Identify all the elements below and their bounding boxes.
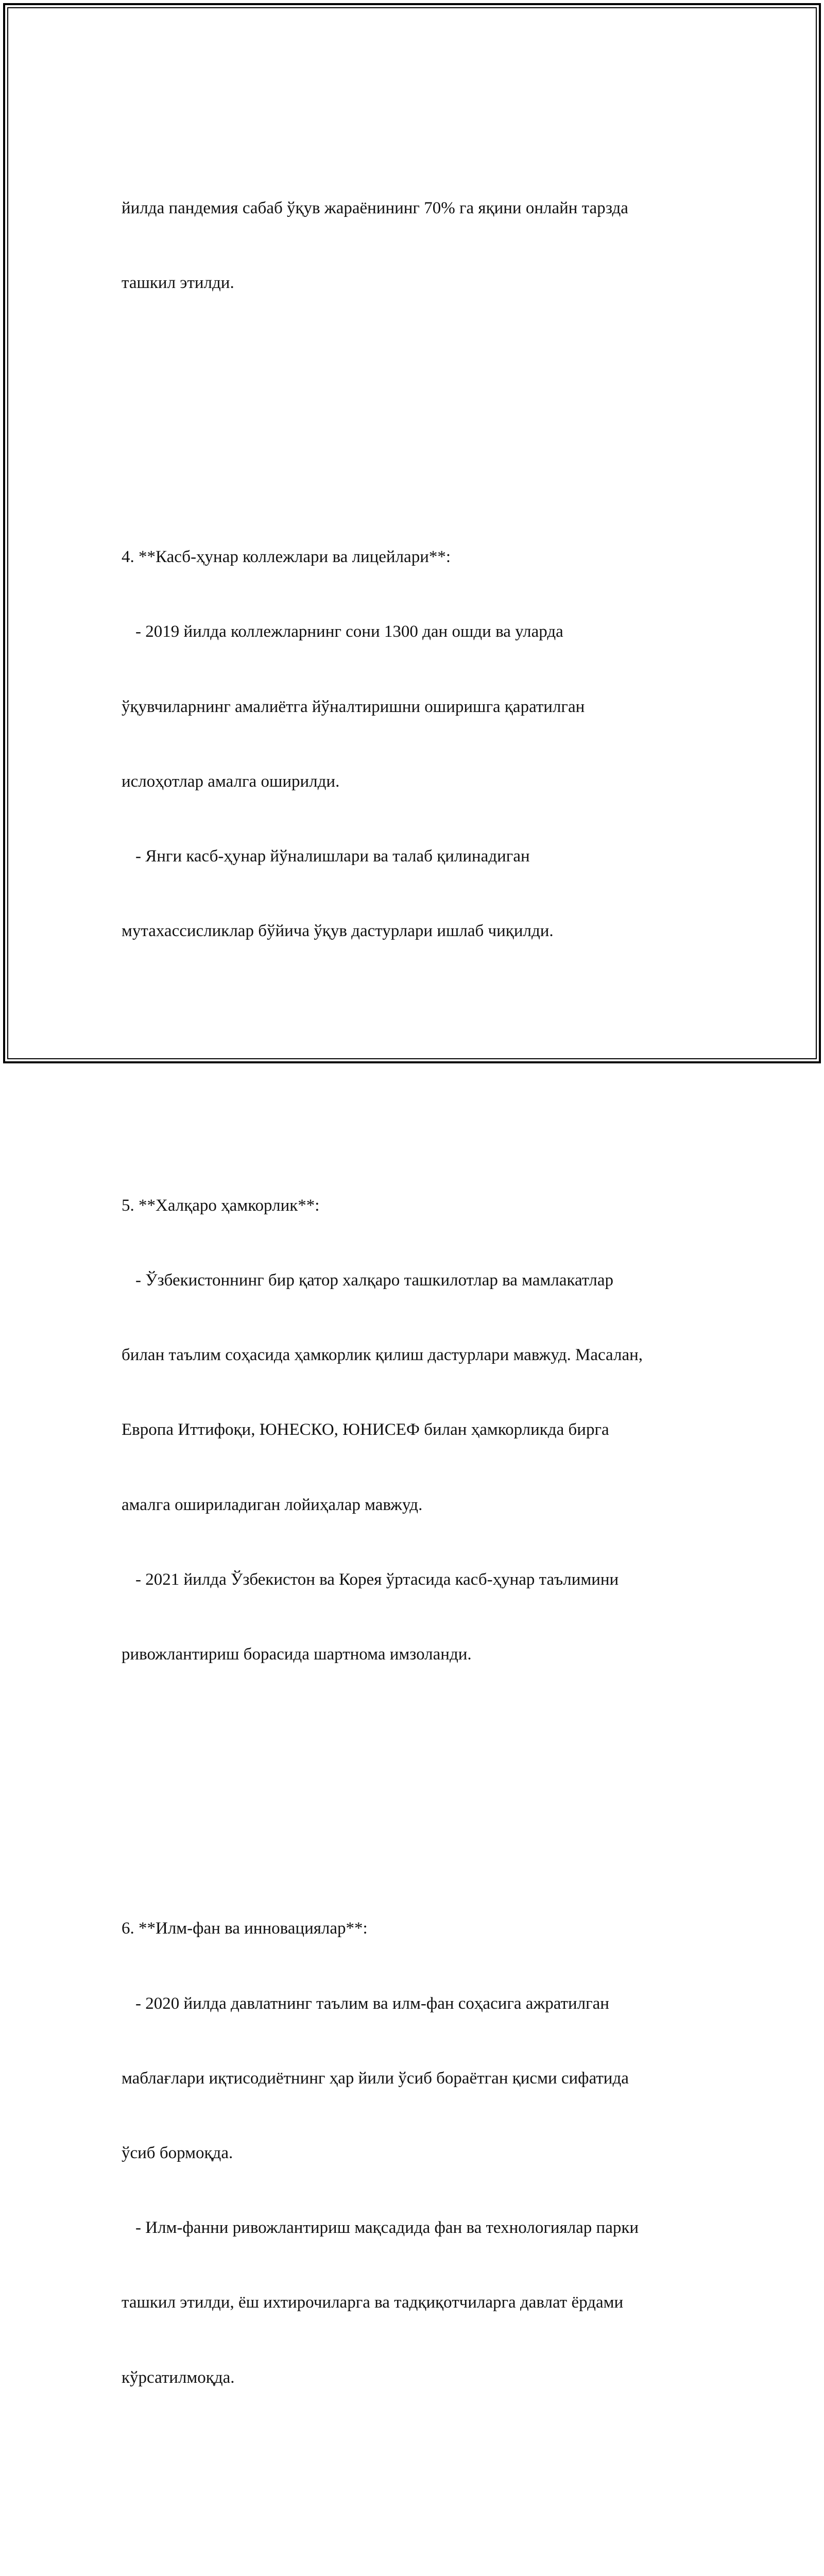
bullet-line: - Ўзбекистоннинг бир қатор халқаро ташкилотлар ва мамлакатлар <box>135 1270 614 1290</box>
blank-line <box>122 2490 719 2515</box>
intro-paragraph <box>122 146 719 345</box>
text-line: ўсиб бормоқда. <box>122 2143 233 2162</box>
text-line: амалга ошириладиган лойиҳалар мавжуд. <box>122 1495 423 1514</box>
blank-line <box>122 395 719 420</box>
text-line: ташкил этилди, ёш ихтирочиларга ва тадқиқотчиларга давлат ёрдами <box>122 2293 624 2312</box>
bullet-line: - Илм-фанни ривожлантириш мақсадида фан ва технологиялар парки <box>135 2218 639 2238</box>
text-line: мутахассисликлар бўйича ўқув дастурлари ишлаб чиқилди. <box>122 922 554 941</box>
text-line: маблағлари иқтисодиётнинг ҳар йили ўсиб бораётган қисми сифатида <box>122 2069 629 2088</box>
bullet-line: - 2021 йилда Ўзбекистон ва Корея ўртасида касб-ҳунар таълимини <box>135 1570 619 1589</box>
text-line: Европа Иттифоқи, ЮНЕСКО, ЮНИСЕФ билан ҳамкорликда бирга <box>122 1420 609 1439</box>
text-line: билан таълим соҳасида ҳамкорлик қилиш дастурлари мавжуд. Масалан, <box>122 1346 643 1365</box>
bullet-line: - 2020 йилда давлатнинг таълим ва илм-фан соҳасига ажратилган <box>135 1994 609 2013</box>
text-line: ислоҳотлар амалга оширилди. <box>122 772 340 791</box>
text-line: ўқувчиларнинг амалиётга йўналтиришни оширишга қаратилган <box>122 697 585 716</box>
blank-line <box>122 1767 719 1791</box>
bullet-line: - Янги касб-ҳунар йўналишлари ва талаб қилинадиган <box>135 847 530 866</box>
document-body <box>122 96 719 2576</box>
blank-line <box>122 1043 719 1068</box>
bullet-line: - 2019 йилда коллежларнинг сони 1300 дан ошди ва уларда <box>135 622 563 641</box>
section-heading: 5. **Халқаро ҳамкорлик**: <box>122 1196 320 1215</box>
section-5 <box>122 1143 719 1717</box>
section-heading: 6. **Илм-фан ва инновациялар**: <box>122 1919 368 1938</box>
section-heading: 4. **Касб-ҳунар коллежлари ва лицейлари**: <box>122 548 451 567</box>
section-6 <box>122 1867 719 2440</box>
section-4 <box>122 495 719 993</box>
text-line: ташкил этилди. <box>122 273 234 292</box>
text-line: кўрсатилмоқда. <box>122 2368 235 2387</box>
text-line: ривожлантириш борасида шартнома имзоланди. <box>122 1645 472 1664</box>
text-line: йилда пандемия сабаб ўқув жараёнининг 70% га яқини онлайн тарзда <box>122 198 628 217</box>
